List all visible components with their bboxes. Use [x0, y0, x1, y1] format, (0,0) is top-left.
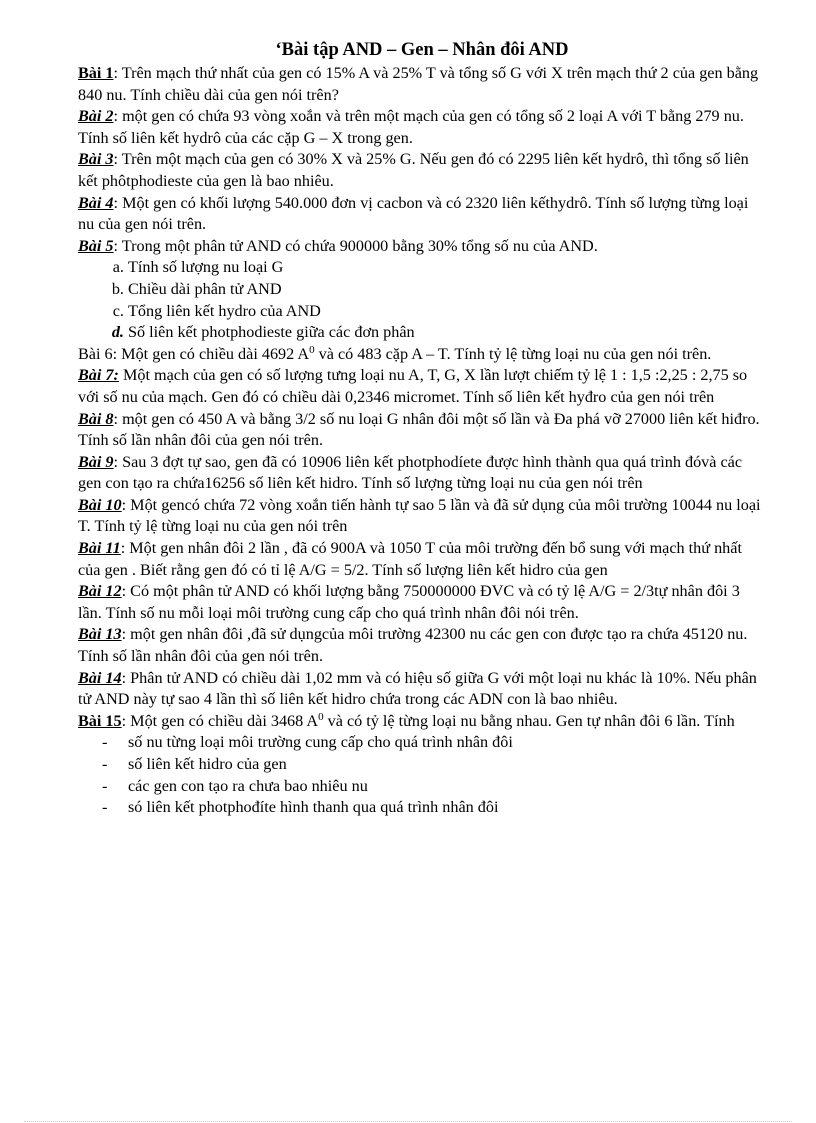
problem-label: Bài 13	[78, 625, 122, 644]
problem-12	[78, 581, 766, 624]
problem-text: : Một gen có khối lượng 540.000 đơn vị cacbon và có 2320 liên kếthydrô. Tính số lượng từng loại nu của gen nói trên.	[78, 193, 749, 234]
problem-14	[78, 668, 766, 711]
problem-text: : Một gencó chứa 72 vòng xoắn tiến hành tự sao 5 lần và đã sử dụng của môi trường 10044 nu loại T. Tính tỷ lệ từng loại nu của gen nói trên	[78, 495, 761, 536]
list-item: - số nu từng loại môi trường cung cấp cho quá trình nhân đôi	[102, 732, 766, 754]
list-item: b. Chiều dài phân tử AND	[128, 279, 766, 301]
problem-text: : Phân tử AND có chiều dài 1,02 mm và có hiệu số giữa G với một loại nu khác là 10%. Nếu phân tử AND này tự sao 4 lần thì số liên kết hidro chứa trong các ADN con là bao nhiêu.	[78, 668, 757, 709]
problem-text-after: và có tỷ lệ từng loại nu bằng nhau. Gen tự nhân đôi 6 lần. Tính	[323, 711, 735, 730]
problem-label: Bài 7:	[78, 366, 119, 385]
problem-text-before: Một gen có chiều dài 4692 A	[117, 344, 310, 363]
problem-5-subitems	[78, 257, 766, 343]
problem-text: : Trên mạch thứ nhất của gen có 15% A và 25% T và tổng số G với X trên mạch thứ 2 của gen bằng 840 nu. Tính chiều dài của gen nói trên?	[78, 64, 759, 104]
problem-text-before: : Một gen có chiều dài 3468 A	[121, 711, 319, 730]
problem-4	[78, 193, 766, 236]
problem-label: Bài 11	[78, 539, 121, 558]
problem-3	[78, 149, 766, 192]
problem-text: : Trên một mạch của gen có 30% X và 25% G. Nếu gen đó có 2295 liên kết hydrô, thì tổng số liên kết phôtphodieste của gen là bao nhiêu.	[78, 150, 749, 190]
problem-label: Bài 8	[78, 409, 114, 428]
problem-label: Bài 1	[78, 64, 114, 82]
problem-5	[78, 236, 766, 258]
page-bottom-divider	[24, 1121, 792, 1122]
problem-11	[78, 538, 766, 581]
problem-2	[78, 106, 766, 149]
list-item: d. Số liên kết photphodieste giữa các đơn phân	[128, 322, 766, 344]
document-page	[78, 38, 766, 819]
superscript: 0	[309, 343, 315, 356]
problem-text: : một gen nhân đôi ,đã sử dụngcủa môi trường 42300 nu các gen con được tạo ra chứa 45120 nu. Tính số lần nhân đôi của gen nói trên.	[78, 625, 748, 666]
problem-label: Bài 5	[78, 236, 114, 255]
list-item: - số liên kết hidro của gen	[102, 754, 766, 776]
problem-label: Bài 9	[78, 452, 114, 471]
list-item: - các gen con tạo ra chưa bao nhiêu nu	[102, 776, 766, 798]
problem-1	[78, 63, 766, 106]
list-item: - só liên kết photphođíte hình thanh qua quá trình nhân đôi	[102, 797, 766, 819]
list-item: a. Tính số lượng nu loại G	[128, 257, 766, 279]
problem-label: Bài 4	[78, 193, 114, 212]
page-title: ‘Bài tập AND – Gen – Nhân đôi AND	[275, 40, 569, 60]
problem-label: Bài 10	[78, 495, 122, 514]
problem-8	[78, 409, 766, 452]
problem-15	[78, 711, 766, 733]
list-item: c. Tổng liên kết hydro của AND	[128, 301, 766, 323]
problem-label: Bài 15	[78, 711, 122, 730]
problem-label: Bài 6:	[78, 344, 118, 363]
problem-text: : một gen có 450 A và bằng 3/2 số nu loại G nhân đôi một số lần và Đa phá vỡ 27000 liên kết hiđro. Tính số lần nhân đôi của gen nói trên.	[78, 409, 760, 450]
problem-label: Bài 3	[78, 150, 114, 169]
problem-label: Bài 12	[78, 582, 122, 601]
problem-text: : Một gen nhân đôi 2 lần , đã có 900A và 1050 T của môi trường đến bổ sung với mạch thứ nhất của gen . Biết rằng gen đó có tỉ lệ A/G = 5/2. Tính số lượng liên kết hidro của gen	[78, 539, 742, 579]
problem-13	[78, 624, 766, 667]
problem-15-subitems	[78, 732, 766, 818]
problem-9	[78, 452, 766, 495]
problem-text: : Sau 3 đợt tự sao, gen đã có 10906 liên kết photphodíete được hình thành qua quá trình đóvà các gen con tạo ra chứa16256 số liên kết hidro. Tính số lượng từng loại nu của gen nói trên	[78, 452, 743, 493]
problem-10	[78, 495, 766, 538]
problem-text: : Có một phân tử AND có khối lượng bằng 750000000 ĐVC và có tỷ lệ A/G = 2/3tự nhân đôi 3 lần. Tính số nu mỗi loại môi trường cung cấp cho quá trình nhân đôi nói trên.	[78, 582, 740, 622]
problem-label: Bài 14	[78, 668, 122, 687]
problem-label: Bài 2	[78, 107, 114, 126]
problem-text-after: và có 483 cặp A – T. Tính tỷ lệ từng loại nu của gen nói trên.	[314, 344, 712, 363]
problem-6	[78, 344, 766, 366]
superscript: 0	[318, 710, 324, 723]
problem-text: : Trong một phân tử AND có chứa 900000 bằng 30% tổng số nu của AND.	[113, 236, 598, 255]
problem-text: Một mạch của gen có số lượng tưng loại nu A, T, G, X lần lượt chiếm tỷ lệ 1 : 1,5 :2,25 : 2,75 so với số nu của mạch. Gen đó có chiều dài 0,2346 micromet. Tính số liên kết hyđro của gen nói trên	[78, 366, 748, 406]
problem-text: : một gen có chứa 93 vòng xoắn và trên một mạch của gen có tổng số 2 loại A với T bằng 279 nu. Tính số liên kết hydrô của các cặp G – X trong gen.	[78, 107, 744, 147]
problem-7	[78, 365, 766, 408]
